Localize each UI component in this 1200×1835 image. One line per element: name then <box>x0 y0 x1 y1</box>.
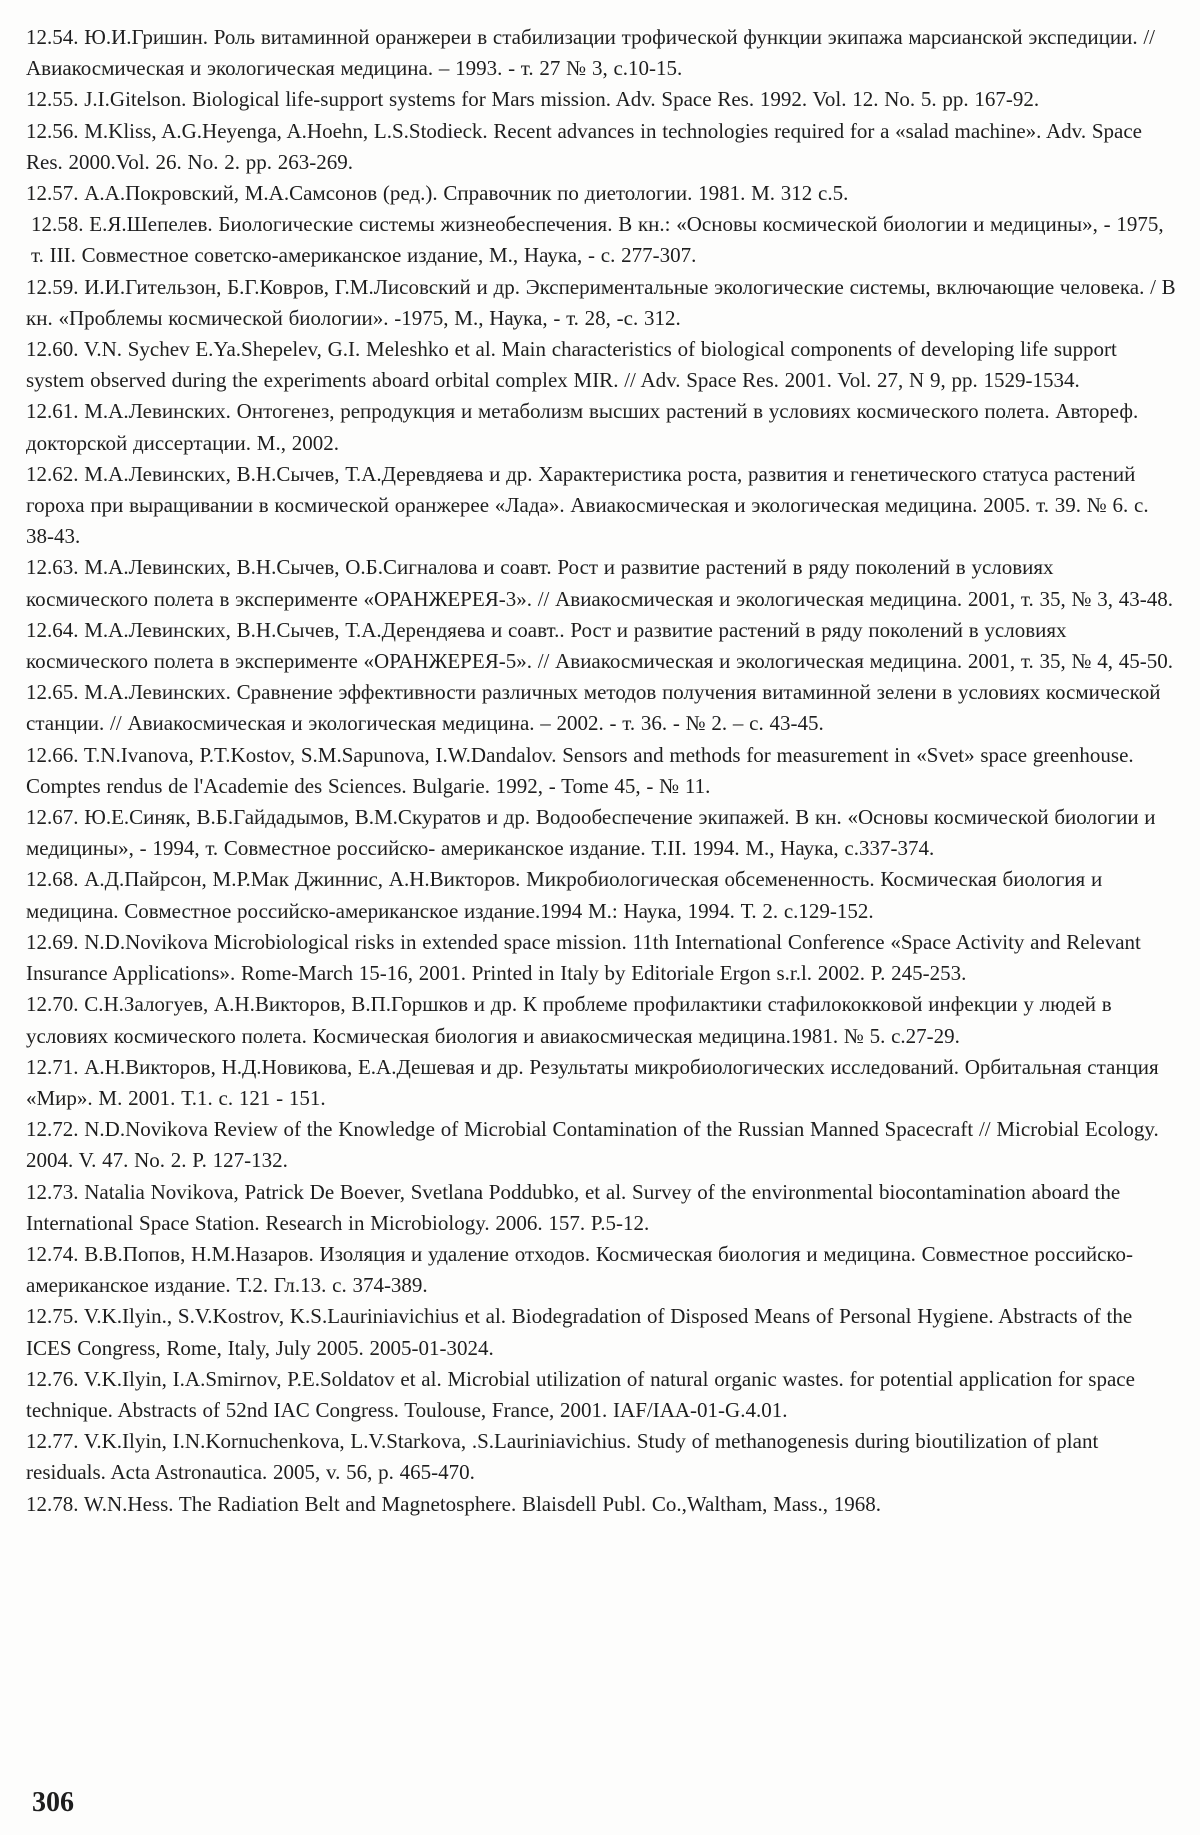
reference-item: 12.64. М.А.Левинских, В.Н.Сычев, Т.А.Дерендяева и соавт.. Рост и развитие растений в ряду поколений в условиях космического полета в эксперименте «ОРАНЖЕРЕЯ-5». // Авиакосмическая и экологическая медицина. 2001, т. 35, № 4, 45-50. <box>26 617 1174 674</box>
reference-item: 12.69. N.D.Novikova Microbiological risks in extended space mission. 11th International Conference «Space Activity and Relevant Insurance Applications». Rome-March 15-16, 2001. Printed in Italy by Editoriale Ergon s.r.l. 2002. P. 245-253. <box>26 929 1141 986</box>
reference-item: 12.70. С.Н.Залогуев, А.Н.Викторов, В.П.Горшков и др. К проблеме профилактики стафилококковой инфекции у людей в условиях космического полета. Космическая биология и авиакосмическая медицина.1981. № 5. с.27-29. <box>26 992 1112 1048</box>
reference-item: 12.62. М.А.Левинских, В.Н.Сычев, Т.А.Деревдяева и др. Характеристика роста, развития и генетического статуса растений гороха при выращивании в космической оранжерее «Лада». Авиакосмическая и экологическая медицина. 2005. т. 39. № 6. с. 38-43. <box>26 461 1149 549</box>
reference-item: 12.75. V.K.Ilyin., S.V.Kostrov, K.S.Lauriniavichius et al. Biodegradation of Disposed Means of Personal Hygiene. Abstracts of the ICES Congress, Rome, Italy, July 2005. 2005-01-3024. <box>26 1304 1133 1360</box>
reference-item: 12.60. V.N. Sychev E.Ya.Shepelev, G.I. Meleshko et al. Main characteristics of biological components of developing life support system observed during the experiments aboard orbital complex MIR. // Adv. Space Res. 2001. Vol. 27, N 9, pp. 1529-1534. <box>26 337 1117 393</box>
reference-item: 12.55. J.I.Gitelson. Biological life-support systems for Mars mission. Adv. Space Res. 1992. Vol. 12. No. 5. pp. 167-92. <box>26 87 1040 112</box>
reference-item: 12.77. V.K.Ilyin, I.N.Kornuchenkova, L.V.Starkova, .S.Lauriniavichius. Study of methanogenesis during bioutilization of plant residuals. Acta Astronautica. 2005, v. 56, p. 465-470. <box>26 1429 1099 1485</box>
reference-item: 12.68. А.Д.Пайрсон, М.Р.Мак Джиннис, А.Н.Викторов. Микробиологическая обсемененность. Космическая биология и медицина. Совместное российско-американское издание.1994 М.: Наука, 1994. Т. 2. с.129-152. <box>26 867 1103 923</box>
reference-item: 12.59. И.И.Гительзон, Б.Г.Ковров, Г.М.Лисовский и др. Экспериментальные экологические системы, включающие человека. / В кн. «Проблемы космической биологии». -1975, М., Наука, - т. 28, -с. 312. <box>26 274 1176 330</box>
reference-item: 12.61. М.А.Левинских. Онтогенез, репродукция и метаболизм высших растений в условиях космического полета. Автореф. докторской диссертации. М., 2002. <box>26 399 1139 455</box>
reference-item: 12.57. А.А.Покровский, М.А.Самсонов (ред.). Справочник по диетологии. 1981. М. 312 с.5. <box>26 181 849 206</box>
reference-item: 12.74. В.В.Попов, Н.М.Назаров. Изоляция и удаление отходов. Космическая биология и медицина. Совместное российско-американское издание. Т.2. Гл.13. с. 374-389. <box>26 1241 1134 1298</box>
reference-item: 12.73. Natalia Novikova, Patrick De Boever, Svetlana Poddubko, et al. Survey of the environmental biocontamination aboard the International Space Station. Research in Microbiology. 2006. 157. P.5-12. <box>26 1179 1121 1235</box>
reference-item: 12.66. T.N.Ivanova, P.T.Kostov, S.M.Sapunova, I.W.Dandalov. Sensors and methods for measurement in «Svet» space greenhouse. Comptes rendus de l'Academie des Sciences. Bulgarie. 1992, - Tome 45, - № 11. <box>26 742 1134 798</box>
page-number: 306 <box>32 1787 74 1818</box>
reference-item: 12.78. W.N.Hess. The Radiation Belt and Magnetosphere. Blaisdell Publ. Co.,Waltham, Mass., 1968. <box>26 1491 882 1516</box>
reference-item: 12.56. M.Kliss, A.G.Heyenga, A.Hoehn, L.S.Stodieck. Recent advances in technologies required for a «salad machine». Adv. Space Res. 2000.Vol. 26. No. 2. pp. 263-269. <box>26 118 1142 174</box>
reference-item: 12.58. Е.Я.Шепелев. Биологические системы жизнеобеспечения. В кн.: «Основы космической биологии и медицины», - 1975, т. III. Совместное советско-американское издание, М., Наука, - с. 277-307. <box>31 212 1164 268</box>
reference-item: 12.76. V.K.Ilyin, I.A.Smirnov, P.E.Soldatov et al. Microbial utilization of natural organic wastes. for potential application for space technique. Abstracts of 52nd IAC Congress. Toulouse, France, 2001. IAF/IAA-01-G.4.01. <box>26 1366 1135 1422</box>
reference-item: 12.54. Ю.И.Гришин. Роль витаминной оранжереи в стабилизации трофической функции экипажа марсианской экспедиции. // Авиакосмическая и экологическая медицина. – 1993. - т. 27 № 3, с.10-15. <box>26 25 1156 81</box>
reference-item: 12.72. N.D.Novikova Review of the Knowledge of Microbial Contamination of the Russian Manned Spacecraft // Microbial Ecology. 2004. V. 47. No. 2. P. 127-132. <box>26 1117 1159 1173</box>
reference-item: 12.67. Ю.Е.Синяк, В.Б.Гайдадымов, В.М.Скуратов и др. Водообеспечение экипажей. В кн. «Основы космической биологии и медицины», - 1994, т. Совместное российско- американское издание. Т.II. 1994. М., Наука, с.337-374. <box>26 805 1156 861</box>
reference-item: 12.71. А.Н.Викторов, Н.Д.Новикова, Е.А.Дешевая и др. Результаты микробиологических исследований. Орбитальная станция «Мир». М. 2001. Т.1. с. 121 - 151. <box>26 1054 1159 1110</box>
reference-item: 12.65. М.А.Левинских. Сравнение эффективности различных методов получения витаминной зелени в условиях космической станции. // Авиакосмическая и экологическая медицина. – 2002. - т. 36. - № 2. – с. 43-45. <box>26 680 1161 736</box>
reference-item: 12.63. М.А.Левинских, В.Н.Сычев, О.Б.Сигналова и соавт. Рост и развитие растений в ряду поколений в условиях космического полета в эксперименте «ОРАНЖЕРЕЯ-3». // Авиакосмическая и экологическая медицина. 2001, т. 35, № 3, 43-48. <box>26 555 1174 611</box>
reference-list <box>26 22 1176 1520</box>
